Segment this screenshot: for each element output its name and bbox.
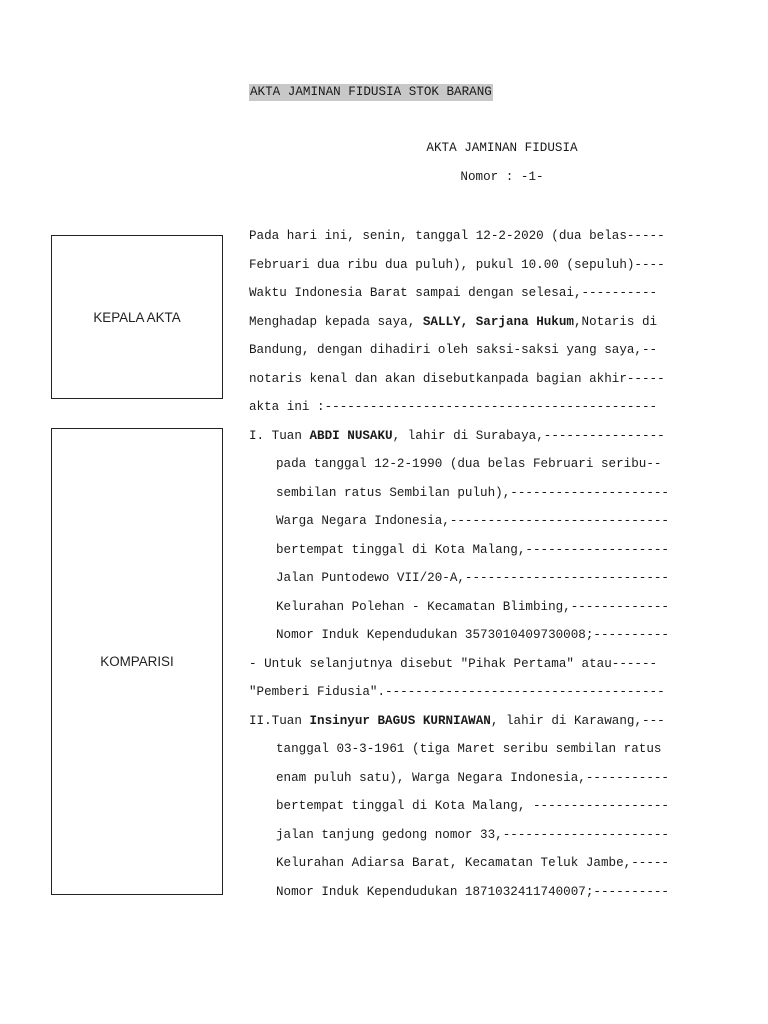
text-run: II.Tuan <box>249 713 310 728</box>
text-line: Waktu Indonesia Barat sampai dengan selesai,---------- <box>249 286 658 300</box>
text-run: ,Notaris di <box>573 314 658 329</box>
deed-number: Nomor : -1- <box>460 170 544 184</box>
text-line: Warga Negara Indonesia,----------------------------- <box>276 514 669 528</box>
text-line: tanggal 03-3-1961 (tiga Maret seribu sembilan ratus <box>276 742 662 756</box>
text-line: enam puluh satu), Warga Negara Indonesia,----------- <box>276 770 669 785</box>
text-line: "Pemberi Fidusia".------------------------------------- <box>249 685 665 699</box>
document-header-label: AKTA JAMINAN FIDUSIA STOK BARANG <box>250 85 492 99</box>
party-2-heading <box>249 711 749 740</box>
text-line: Pada hari ini, senin, tanggal 12-2-2020 (dua belas----- <box>249 229 665 243</box>
text-run: Menghadap kepada saya, <box>249 314 423 329</box>
text-line: Kelurahan Polehan - Kecamatan Blimbing,------------- <box>276 599 669 614</box>
text-run: , lahir di Karawang,--- <box>490 713 665 728</box>
text-line: akta ini :-------------------------------------------- <box>249 400 658 414</box>
text-line: - Untuk selanjutnya disebut "Pihak Pertama" atau------ <box>249 656 658 671</box>
text-line: jalan tanjung gedong nomor 33,---------------------- <box>276 827 669 842</box>
text-line: Bandung, dengan dihadiri oleh saksi-saksi yang saya,-- <box>249 343 658 357</box>
deed-title: AKTA JAMINAN FIDUSIA <box>426 141 578 155</box>
text-line: Jalan Puntodewo VII/20-A,--------------------------- <box>276 571 669 585</box>
text-line: Nomor Induk Kependudukan 3573010409730008;---------- <box>276 628 669 642</box>
text-line: pada tanggal 12-2-1990 (dua belas Februari seribu-- <box>276 457 662 471</box>
text-line: notaris kenal dan akan disebutkanpada bagian akhir----- <box>249 371 665 386</box>
text-line: Nomor Induk Kependudukan 1871032411740007;---------- <box>276 884 669 899</box>
kepala-akta-label: KEPALA AKTA <box>93 309 181 325</box>
text-line: Februari dua ribu dua puluh), pukul 10.00 (sepuluh)---- <box>249 257 665 272</box>
komparisi-label: KOMPARISI <box>100 654 174 669</box>
deed-body <box>249 226 749 910</box>
party-2-name: Insinyur BAGUS KURNIAWAN <box>309 713 491 728</box>
komparisi-box <box>51 428 223 895</box>
kepala-akta-box <box>51 235 223 399</box>
text-line: bertempat tinggal di Kota Malang, ------------------ <box>276 799 669 813</box>
notary-name: SALLY, Sarjana Hukum <box>422 314 574 329</box>
text-run: , lahir di Surabaya,---------------- <box>392 428 665 443</box>
text-run: I. Tuan <box>249 428 310 443</box>
text-line: bertempat tinggal di Kota Malang,------------------- <box>276 542 669 557</box>
text-line: sembilan ratus Sembilan puluh),--------------------- <box>276 485 669 500</box>
text-line: Kelurahan Adiarsa Barat, Kecamatan Teluk Jambe,----- <box>276 856 669 870</box>
party-1-name: ABDI NUSAKU <box>309 428 393 443</box>
text-line <box>249 312 749 341</box>
party-1-heading <box>249 426 749 455</box>
